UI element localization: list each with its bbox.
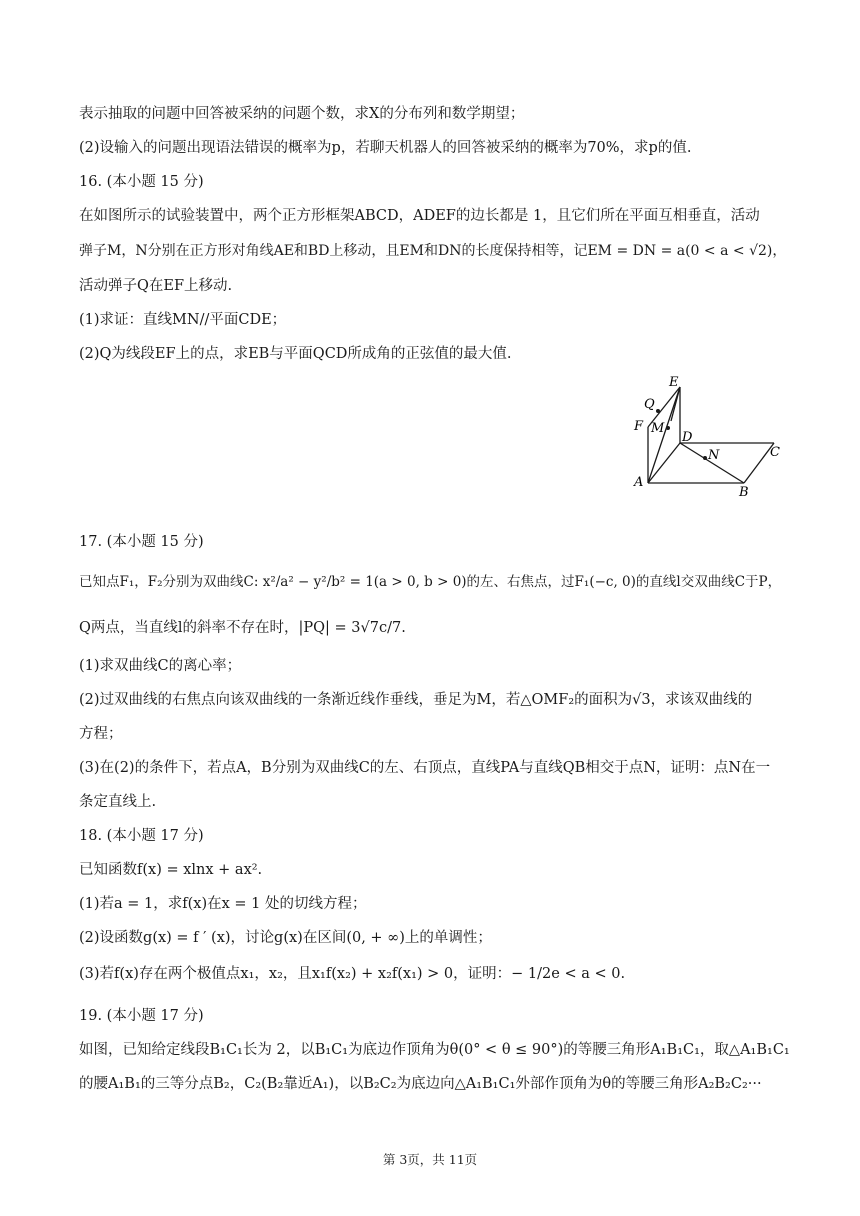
text-line-6: 活动弹子Q在EF上移动. [79, 278, 233, 294]
text-line-22: 19. (本小题 17 分) [79, 1008, 204, 1024]
text-line-16: 条定直线上. [79, 794, 157, 810]
text-line-24: 的腰A₁B₁的三等分点B₂，C₂(B₂靠近A₁)，以B₂C₂为底边向△A₁B₁C₁外部作顶角为θ的等腰三角形A₂B₂C₂··· [79, 1076, 762, 1092]
label-n: N [708, 448, 720, 463]
text-line-3: 16. (本小题 15 分) [79, 174, 204, 190]
geometry-figure [628, 370, 788, 500]
point-q [656, 409, 660, 413]
label-f: F [634, 419, 644, 434]
text-line-9: 17. (本小题 15 分) [79, 534, 204, 550]
label-a: A [634, 475, 644, 490]
label-m: M [651, 421, 665, 436]
text-line-17: 18. (本小题 17 分) [79, 828, 204, 844]
text-line-18: 已知函数f(x) = xlnx + ax². [79, 862, 263, 878]
text-line-1: 表示抽取的问题中回答被采纳的问题个数，求X的分布列和数学期望； [79, 106, 525, 122]
text-line-7: (1)求证：直线MN//平面CDE； [79, 312, 287, 328]
text-line-11: Q两点，当直线l的斜率不存在时，|PQ| = 3√7c/7. [79, 620, 406, 636]
label-q: Q [644, 397, 655, 412]
text-line-13: (2)过双曲线的右焦点向该双曲线的一条渐近线作垂线，垂足为M，若△OMF₂的面积为√3，求该双曲线的 [79, 692, 753, 708]
text-line-4: 在如图所示的试验装置中，两个正方形框架ABCD，ADEF的边长都是 1，且它们所在平面互相垂直，活动 [79, 208, 760, 224]
page-footer: 第 3页，共 11页 [382, 1152, 478, 1167]
text-line-23: 如图，已知给定线段B₁C₁长为 2，以B₁C₁为底边作顶角为θ(0° < θ ≤ 90°)的等腰三角形A₁B₁C₁，取△A₁B₁C₁ [79, 1042, 790, 1058]
text-line-2: (2)设输入的问题出现语法错误的概率为p，若聊天机器人的回答被采纳的概率为70%，求p的值. [79, 140, 692, 156]
text-line-10: 已知点F₁，F₂分别为双曲线C: x²/a² − y²/b² = 1(a > 0, b > 0)的左、右焦点，过F₁(−c, 0)的直线l交双曲线C于P， [79, 574, 782, 590]
text-line-12: (1)求双曲线C的离心率； [79, 658, 242, 674]
label-d: D [682, 430, 693, 445]
text-line-20: (2)设函数g(x) = f ′ (x)，讨论g(x)在区间(0, + ∞)上的单调性； [79, 930, 492, 946]
text-line-14: 方程； [79, 726, 123, 742]
label-c: C [770, 445, 780, 460]
label-b: B [739, 485, 749, 500]
text-line-19: (1)若a = 1，求f(x)在x = 1 处的切线方程； [79, 896, 367, 912]
point-n [703, 456, 707, 460]
text-line-21: (3)若f(x)存在两个极值点x₁，x₂，且x₁f(x₂) + x₂f(x₁) > 0，证明：− 1/2e < a < 0. [79, 966, 626, 982]
text-line-5: 弹子M，N分别在正方形对角线AE和BD上移动，且EM和DN的长度保持相等，记EM = DN = a(0 < a < √2)， [79, 243, 787, 259]
text-line-15: (3)在(2)的条件下，若点A，B分别为双曲线C的左、右顶点，直线PA与直线QB相交于点N，证明：点N在一 [79, 760, 771, 776]
figure-svg [628, 370, 788, 500]
label-e: E [669, 375, 679, 390]
point-m [666, 426, 670, 430]
text-line-8: (2)Q为线段EF上的点，求EB与平面QCD所成角的正弦值的最大值. [79, 346, 512, 362]
